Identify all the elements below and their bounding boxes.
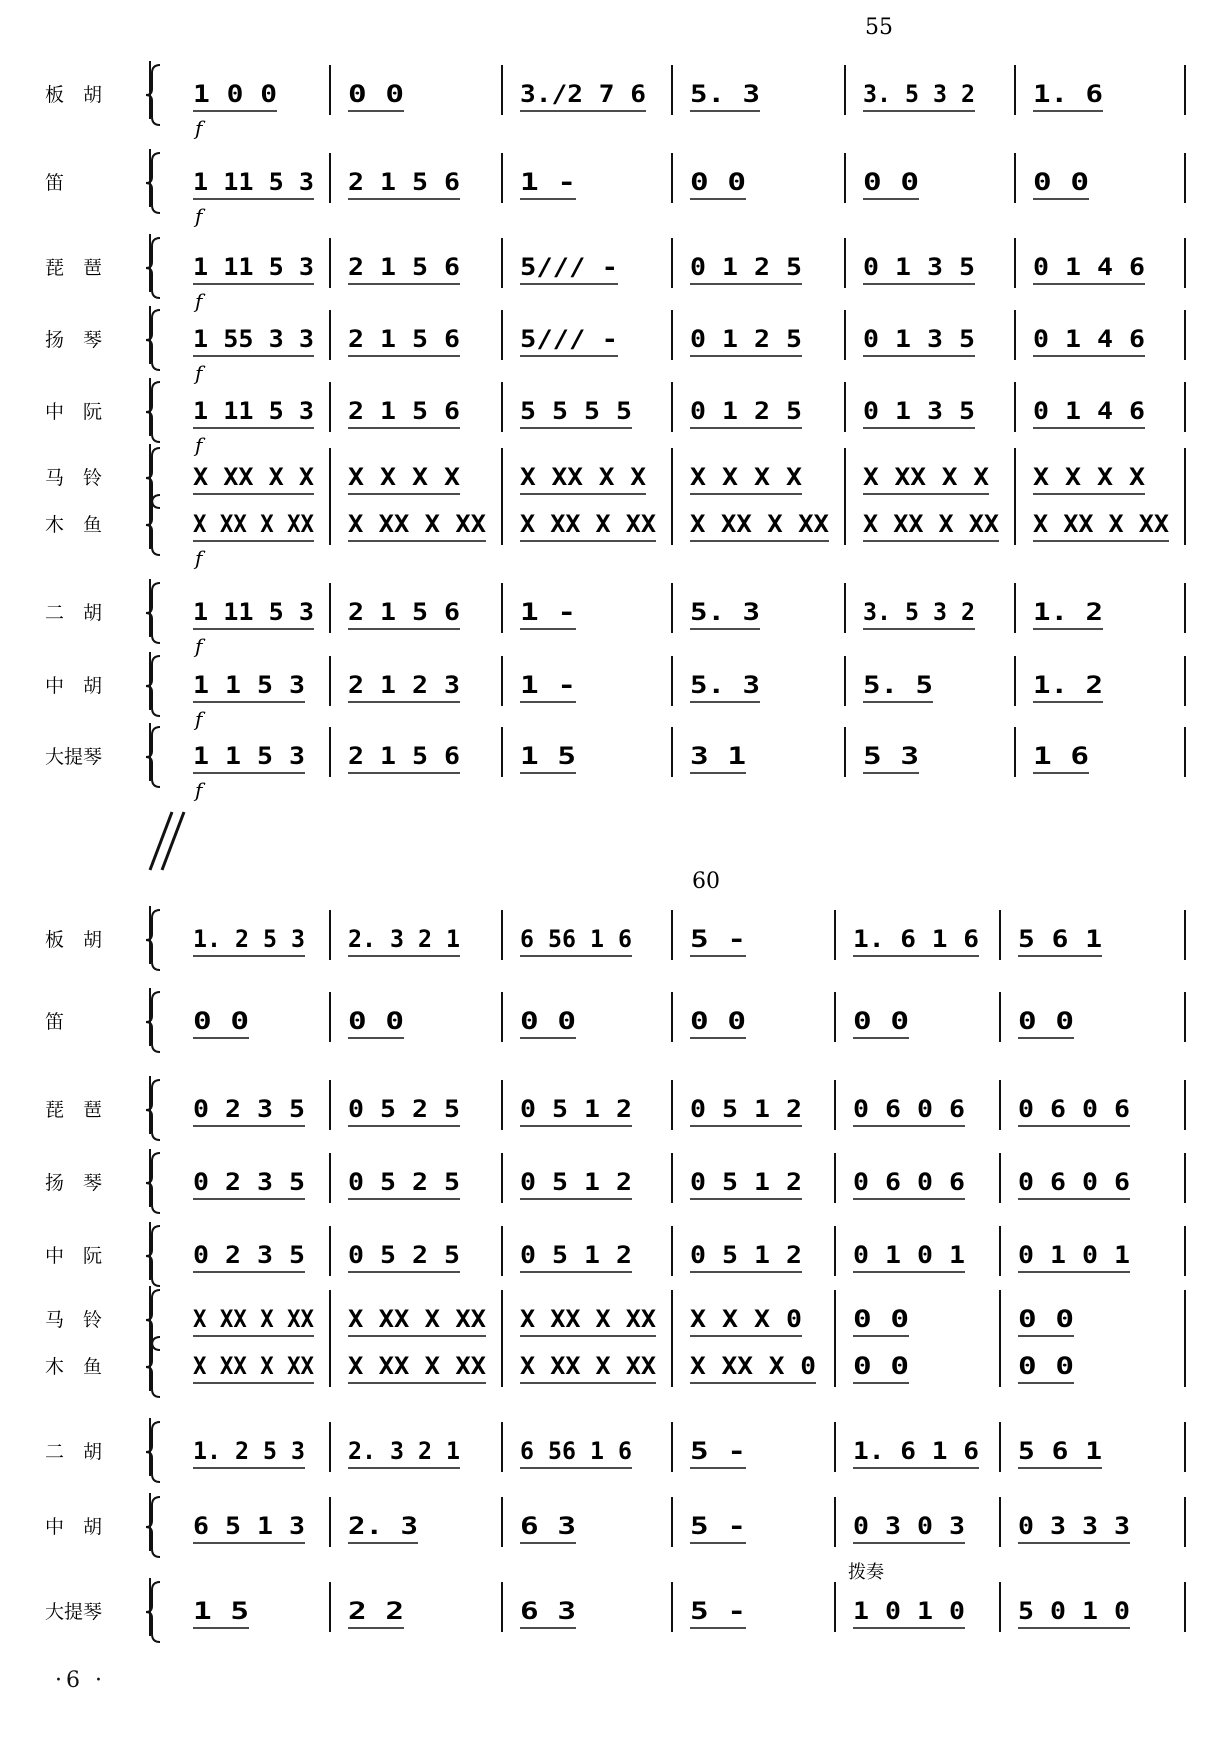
measure-notes: 1. 2 5 3 [193,1437,305,1465]
measure-notes: 0 0 [853,1305,909,1333]
measure-notes: 0 0 [193,1007,249,1035]
measure-notes: 1 11 5 3 [193,397,314,425]
measure-notes: 5/// - [520,253,618,281]
instrument-label: 大提琴 [45,1601,103,1623]
measure-notes: 0 5 1 2 [690,1241,802,1269]
instrument-label: 木 鱼 [45,514,103,536]
measure-notes: X XX X XX [193,1352,315,1380]
brace [146,727,160,787]
measure-notes: 1 1 5 3 [193,671,305,699]
measure-notes: 5. 3 [690,598,760,626]
dynamic-mark: f [195,289,203,313]
brace [146,1153,160,1213]
measure-notes: 0 0 [853,1007,909,1035]
measure-notes: 0 1 2 5 [690,397,802,425]
instrument-label: 笛 [45,1011,65,1033]
measure-notes: X X X X [690,463,803,491]
brace [146,310,160,370]
instrument-label: 木 鱼 [45,1356,103,1378]
instrument-label: 马 铃 [45,467,103,489]
measure-notes: 5 - [690,1437,746,1465]
measure-notes: 1. 6 [1033,80,1103,108]
measure-notes: 6 3 [520,1512,576,1540]
measure-notes: 0 1 3 5 [863,325,975,353]
measure-notes: X XX X XX [520,1305,657,1333]
instrument-label: 中 胡 [45,1516,103,1538]
measure-notes: 2 1 5 6 [348,598,460,626]
instrument-label: 琵 琶 [45,257,103,279]
measure-notes: X X X 0 [690,1305,802,1333]
brace [146,382,160,442]
measure-notes: 5 6 1 [1018,1437,1102,1465]
measure-notes: 1. 6 1 6 [853,925,979,953]
measure-notes: 1. 6 1 6 [853,1437,979,1465]
measure-notes: 0 2 3 5 [193,1095,305,1123]
measure-notes: 0 6 0 6 [1018,1095,1130,1123]
measure-notes: 0 5 1 2 [690,1095,802,1123]
measure-notes: 6 56 1 6 [520,1437,632,1465]
measure-notes: 0 5 1 2 [520,1168,632,1196]
measure-notes: 0 1 3 5 [863,253,975,281]
measure-notes: 5 - [690,925,746,953]
dynamic-mark: f [195,546,203,570]
measure-notes: 0 2 3 5 [193,1168,305,1196]
measure-notes: 0 0 [1018,1007,1074,1035]
instrument-label: 板 胡 [45,84,103,106]
measure-notes: 0 5 2 5 [348,1241,460,1269]
measure-notes: 1 - [520,168,576,196]
instrument-label: 扬 琴 [45,329,103,351]
measure-notes: 0 1 4 6 [1033,253,1145,281]
measure-notes: 5 - [690,1512,746,1540]
measure-notes: X XX X X [193,463,315,491]
measure-notes: 0 2 3 5 [193,1241,305,1269]
measure-notes: 0 1 0 1 [1018,1241,1130,1269]
instrument-label: 中 胡 [45,675,103,697]
measure-notes: 0 5 1 2 [520,1241,632,1269]
instrument-label: 马 铃 [45,1309,103,1331]
brace [146,656,160,716]
brace [146,1226,160,1286]
measure-notes: 1 0 0 [193,80,277,108]
measure-notes: 0 3 3 3 [1018,1512,1130,1540]
measure-notes: 2 1 5 6 [348,325,460,353]
measure-notes: X XX X XX [520,510,657,538]
page-number: ·6 · [55,1668,106,1693]
brace [146,238,160,298]
measure-notes: X XX X XX [1033,510,1170,538]
measure-notes: 1 11 5 3 [193,598,314,626]
measure-notes: 5 - [690,1597,746,1625]
measure-notes: 5. 3 [690,80,760,108]
measure-notes: 0 0 [853,1352,909,1380]
measure-notes: 3. 5 3 2 [863,80,975,108]
measure-notes: 6 3 [520,1597,576,1625]
rehearsal-number: 60 [692,869,720,894]
measure-notes: 1 55 3 3 [193,325,314,353]
measure-notes: 0 1 2 5 [690,325,802,353]
dynamic-mark: f [195,634,203,658]
measure-notes: X XX X XX [520,1352,657,1380]
instrument-label: 琵 琶 [45,1099,103,1121]
measure-notes: 0 5 2 5 [348,1095,460,1123]
measure-notes: 1 - [520,598,576,626]
instrument-label: 中 阮 [45,401,103,423]
measure-notes: X XX X XX [863,510,1000,538]
measure-notes: 2. 3 2 1 [348,1437,460,1465]
instrument-label: 大提琴 [45,746,103,768]
measure-notes: 5 5 5 5 [520,397,632,425]
measure-notes: 3 1 [690,742,746,770]
measure-notes: 5. 5 [863,671,933,699]
measure-notes: 1. 2 5 3 [193,925,305,953]
dynamic-mark: f [195,778,203,802]
dynamic-mark: f [195,204,203,228]
instrument-label: 笛 [45,172,65,194]
measure-notes: 2 1 5 6 [348,742,460,770]
measure-notes: 3./2 7 6 [520,80,646,108]
measure-notes: 3. 5 3 2 [863,598,975,626]
measure-notes: 0 0 [1018,1305,1074,1333]
measure-notes: X XX X 0 [690,1352,816,1380]
measure-notes: 1 0 1 0 [853,1597,965,1625]
measure-notes: 0 3 0 3 [853,1512,965,1540]
rehearsal-number: 55 [865,15,893,40]
brace [146,992,160,1052]
measure-notes: 0 0 [348,80,404,108]
instrument-label: 二 胡 [45,1441,103,1463]
dynamic-mark: f [195,433,203,457]
measure-notes: 0 0 [520,1007,576,1035]
measure-notes: 1 5 [520,742,576,770]
measure-notes: 1 1 5 3 [193,742,305,770]
measure-notes: 2 2 [348,1597,404,1625]
brace [146,1497,160,1557]
system-separator [162,812,184,870]
system-separator [150,812,172,870]
measure-notes: 0 1 4 6 [1033,397,1145,425]
measure-notes: 1 6 [1033,742,1089,770]
measure-notes: 5 3 [863,742,919,770]
brace [146,1582,160,1642]
score-system-1 [45,15,1185,802]
measure-notes: 0 5 2 5 [348,1168,460,1196]
instrument-label: 扬 琴 [45,1172,103,1194]
score-system-2 [45,869,1185,1642]
instrument-label: 板 胡 [45,929,103,951]
brace [146,583,160,643]
measure-notes: X XX X X [520,463,647,491]
instrument-label: 中 阮 [45,1245,103,1267]
measure-notes: X X X X [348,463,461,491]
measure-notes: X XX X XX [348,1305,487,1333]
measure-notes: 2 1 5 6 [348,253,460,281]
brace [146,495,160,555]
measure-notes: 1 11 5 3 [193,168,314,196]
dynamic-mark: f [195,707,203,731]
measure-notes: 5 6 1 [1018,925,1102,953]
measure-notes: 1 11 5 3 [193,253,314,281]
measure-notes: 0 0 [1033,168,1089,196]
measure-notes: X XX X XX [690,510,830,538]
measure-notes: X XX X XX [193,510,315,538]
measure-notes: 0 1 3 5 [863,397,975,425]
measure-notes: 2. 3 2 1 [348,925,460,953]
measure-notes: 5 0 1 0 [1018,1597,1130,1625]
measure-notes: 0 1 4 6 [1033,325,1145,353]
measure-notes: 0 0 [1018,1352,1074,1380]
measure-notes: 1. 2 [1033,598,1103,626]
pizzicato-annotation: 拨奏 [848,1562,884,1583]
measure-notes: 0 0 [863,168,919,196]
measure-notes: 1. 2 [1033,671,1103,699]
measure-notes: 0 1 0 1 [853,1241,965,1269]
measure-notes: 0 5 1 2 [690,1168,802,1196]
measure-notes: 0 6 0 6 [853,1095,965,1123]
measure-notes: 2. 3 [348,1512,418,1540]
measure-notes: 0 0 [690,168,746,196]
measure-notes: X XX X X [863,463,990,491]
measure-notes: X XX X XX [348,1352,487,1380]
measure-notes: 6 56 1 6 [520,925,632,953]
measure-notes: 2 1 5 6 [348,397,460,425]
measure-notes: 0 6 0 6 [853,1168,965,1196]
brace [146,1337,160,1397]
brace [146,910,160,970]
measure-notes: 6 5 1 3 [193,1512,305,1540]
measure-notes: 5/// - [520,325,618,353]
brace [146,1422,160,1482]
dynamic-mark: f [195,361,203,385]
measure-notes: 0 6 0 6 [1018,1168,1130,1196]
dynamic-mark: f [195,116,203,140]
brace [146,153,160,213]
brace [146,1080,160,1140]
measure-notes: 0 5 1 2 [520,1095,632,1123]
measure-notes: 0 0 [690,1007,746,1035]
measure-notes: 0 1 2 5 [690,253,802,281]
measure-notes: 1 5 [193,1597,249,1625]
measure-notes: X X X X [1033,463,1146,491]
instrument-label: 二 胡 [45,602,103,624]
brace [146,65,160,125]
measure-notes: 0 0 [348,1007,404,1035]
measure-notes: 2 1 5 6 [348,168,460,196]
measure-notes: X XX X XX [193,1305,315,1333]
measure-notes: X XX X XX [348,510,487,538]
measure-notes: 2 1 2 3 [348,671,460,699]
measure-notes: 1 - [520,671,576,699]
measure-notes: 5. 3 [690,671,760,699]
